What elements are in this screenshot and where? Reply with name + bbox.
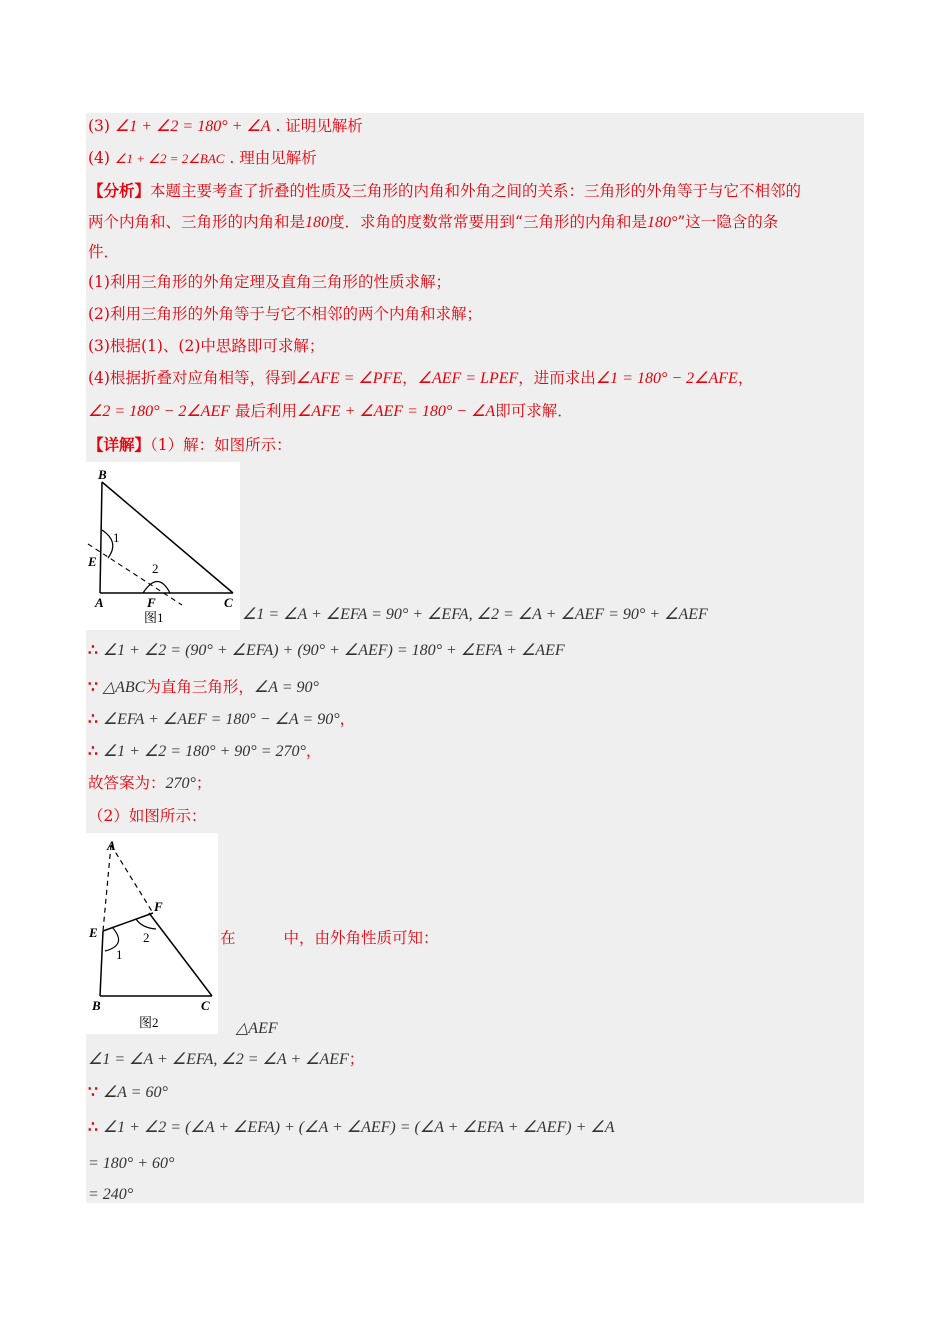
step-2: ∵ △ABC为直角三角形，∠A = 90° xyxy=(88,677,319,696)
answer-3: (3) ∠1 + ∠2 = 180° + ∠A . 证明见解析 xyxy=(88,117,363,135)
fig1-label-c: C xyxy=(224,595,233,610)
fig1-equation: ∠1 = ∠A + ∠EFA = 90° + ∠EFA, ∠2 = ∠A + ∠AEF = 90° + ∠AEF xyxy=(242,606,708,623)
fig2-angle-1: 1 xyxy=(116,947,123,962)
detail-intro: 【详解】（1）解：如图所示： xyxy=(88,435,292,454)
fig1-label-b: B xyxy=(98,467,107,482)
answer-3-formula: ∠1 + ∠2 = 180° + ∠A xyxy=(114,118,271,135)
fig2-label-a: A xyxy=(107,838,116,853)
b-step-3: = 180° + 60° xyxy=(88,1155,175,1172)
analysis-point-4: (4)根据折叠对应角相等，得到∠AFE = ∠PFE，∠AEF = LPEF，进而求出∠1 = 180° − 2∠AFE， xyxy=(88,369,754,387)
b-step-4: = 240° xyxy=(88,1186,134,1203)
fig2-angle-2: 2 xyxy=(143,930,150,945)
b-step-1: ∵ ∠A = 60° xyxy=(88,1082,168,1101)
b-step-2: ∴ ∠1 + ∠2 = (∠A + ∠EFA) + (∠A + ∠AEF) = (∠A + ∠EFA + ∠AEF) + ∠A xyxy=(88,1117,615,1136)
analysis-point-2: (2)利用三角形的外角等于与它不相邻的两个内角和求解； xyxy=(88,305,482,323)
part-2-intro: （2）如图所示： xyxy=(88,807,207,825)
fig1-label-a: A xyxy=(95,595,104,610)
figure-2 xyxy=(86,833,218,1034)
step-3: ∴ ∠EFA + ∠AEF = 180° − ∠A = 90°， xyxy=(88,709,356,728)
fig2-label-e: E xyxy=(89,925,98,940)
analysis-point-1: (1)利用三角形的外角定理及直角三角形的性质求解； xyxy=(88,273,451,291)
figure-1 xyxy=(86,462,240,630)
fig2-caption: 图2 xyxy=(139,1015,159,1030)
eq-2: ∠1 = ∠A + ∠EFA, ∠2 = ∠A + ∠AEF； xyxy=(88,1050,365,1068)
answer-line: 故答案为：270°； xyxy=(88,774,212,792)
fig1-label-e: E xyxy=(88,554,97,569)
fig1-angle-2: 2 xyxy=(152,561,159,576)
fig2-label-b: B xyxy=(92,998,101,1013)
answer-4-formula: ∠1 + ∠2 = 2∠BAC xyxy=(114,151,225,166)
step-1: ∴ ∠1 + ∠2 = (90° + ∠EFA) + (90° + ∠AEF) = 180° + ∠EFA + ∠AEF xyxy=(88,640,565,659)
detail-label: 【详解】 xyxy=(88,435,151,454)
fig1-angle-1: 1 xyxy=(113,530,120,545)
analysis-point-3: (3)根据(1)、(2)中思路即可求解； xyxy=(88,337,325,355)
analysis-label: 【分析】 xyxy=(88,181,151,200)
triangle-aef: △AEF xyxy=(236,1020,278,1037)
step-4: ∴ ∠1 + ∠2 = 180° + 90° = 270°， xyxy=(88,741,322,760)
analysis-line-2: 两个内角和、三角形的内角和是180度．求角的度数常常要用到“三角形的内角和是180°”这一隐含的条 xyxy=(88,213,779,231)
fig1-label-f: F xyxy=(147,595,156,610)
fig2-label-f: F xyxy=(154,899,163,914)
answer-4: (4) ∠1 + ∠2 = 2∠BAC . 理由见解析 xyxy=(88,149,317,167)
analysis-line-1: 【分析】本题主要考查了折叠的性质及三角形的内角和外角之间的关系：三角形的外角等于与它不相邻的 xyxy=(88,181,802,200)
fig1-caption: 图1 xyxy=(144,610,164,625)
analysis-line-3: 件． xyxy=(88,243,120,261)
fig2-label-c: C xyxy=(201,998,210,1013)
in-triangle-text: 在 中，由外角性质可知： xyxy=(220,929,439,947)
analysis-point-4-cont: ∠2 = 180° − 2∠AEF 最后利用∠AFE + ∠AEF = 180° − ∠A即可求解． xyxy=(88,402,573,420)
